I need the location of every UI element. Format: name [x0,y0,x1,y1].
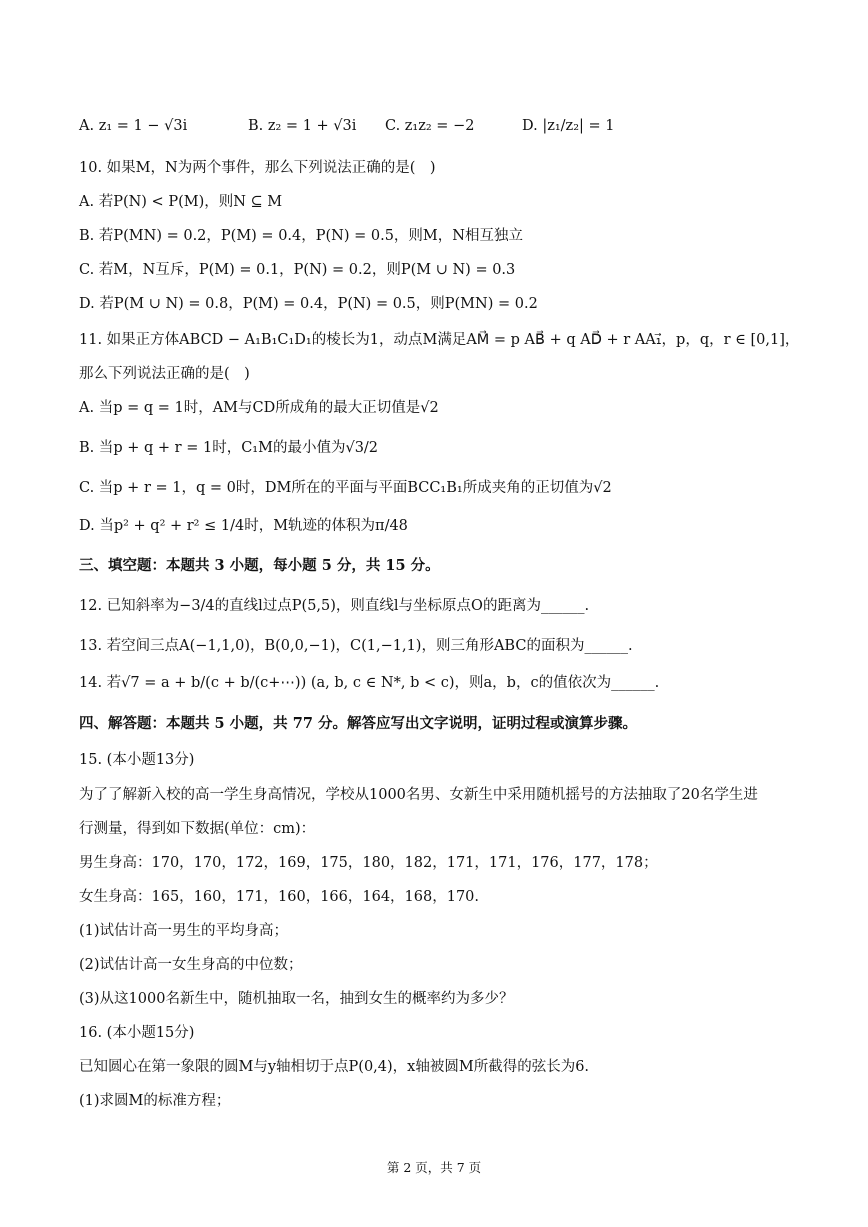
q11-option-c: C. 当p + r = 1，q = 0时，DM所在的平面与平面BCC₁B₁所成夹角的正切值为√2 [79,480,612,496]
q10-stem: 10. 如果M，N为两个事件，那么下列说法正确的是( ) [79,160,436,176]
q11-option-a: A. 当p = q = 1时，AM与CD所成角的最大正切值是√2 [79,400,439,416]
q10-option-b: B. 若P(MN) = 0.2，P(M) = 0.4，P(N) = 0.5，则M，N相互独立 [79,228,523,244]
q12: 12. 已知斜率为−3/4的直线l过点P(5,5)，则直线l与坐标原点O的距离为______. [79,598,590,614]
q9-option-a: A. z₁ = 1 − √3i [79,118,188,134]
q11-option-d: D. 当p² + q² + r² ≤ 1/4时，M轨迹的体积为π/48 [79,518,408,534]
q10-option-c: C. 若M，N互斥，P(M) = 0.1，P(N) = 0.2，则P(M ∪ N) = 0.3 [79,262,516,278]
q16-part-1: (1)求圆M的标准方程； [79,1093,231,1109]
q11-stem-cont: 那么下列说法正确的是( ) [79,366,250,382]
q10-option-a: A. 若P(N) < P(M)，则N ⊆ M [79,194,283,210]
q15-header: 15. (本小题13分) [79,752,195,768]
q15-text-1: 为了了解新入校的高一学生身高情况，学校从1000名男、女新生中采用随机摇号的方法抽取了20名学生进 [79,787,758,803]
q15-female-heights: 女生身高：165，160，171，160，166，164，168，170. [79,889,480,905]
page-footer: 第 2 页，共 7 页 [386,1160,482,1175]
section-solutions-heading: 四、解答题：本题共 5 小题，共 77 分。解答应写出文字说明，证明过程或演算步骤。 [79,715,637,732]
q15-part-3: (3)从这1000名新生中，随机抽取一名，抽到女生的概率约为多少？ [79,991,514,1007]
q11-option-b: B. 当p + q + r = 1时，C₁M的最小值为√3/2 [79,440,379,456]
q15-text-2: 行测量，得到如下数据(单位：cm)： [79,821,316,837]
q9-option-b: B. z₂ = 1 + √3i [248,118,357,134]
q15-part-2: (2)试估计高一女生身高的中位数； [79,957,303,973]
q13: 13. 若空间三点A(−1,1,0)，B(0,0,−1)，C(1,−1,1)，则三角形ABC的面积为______. [79,638,633,654]
q15-male-heights: 男生身高：170，170，172，169，175，180，182，171，171，176，177，178； [79,855,658,871]
q9-option-d: D. |z₁/z₂| = 1 [522,118,615,134]
q10-option-d: D. 若P(M ∪ N) = 0.8，P(M) = 0.4，P(N) = 0.5，则P(MN) = 0.2 [79,296,538,312]
q11-stem: 11. 如果正方体ABCD − A₁B₁C₁D₁的棱长为1，动点M满足AM⃗ = p AB⃗ + q AD⃗ + r AA₁⃗，p，q，r ∈ [0,1]， [79,332,800,348]
q14: 14. 若√7 = a + b/(c + b/(c+⋯)) (a, b, c ∈ N*, b < c)，则a，b，c的值依次为______. [79,675,660,691]
q16-header: 16. (本小题15分) [79,1025,195,1041]
q9-option-c: C. z₁z₂ = −2 [385,118,475,134]
q16-text-1: 已知圆心在第一象限的圆M与y轴相切于点P(0,4)，x轴被圆M所截得的弦长为6. [79,1059,590,1075]
section-fill-in-heading: 三、填空题：本题共 3 小题，每小题 5 分，共 15 分。 [79,557,440,574]
q15-part-1: (1)试估计高一男生的平均身高； [79,923,289,939]
